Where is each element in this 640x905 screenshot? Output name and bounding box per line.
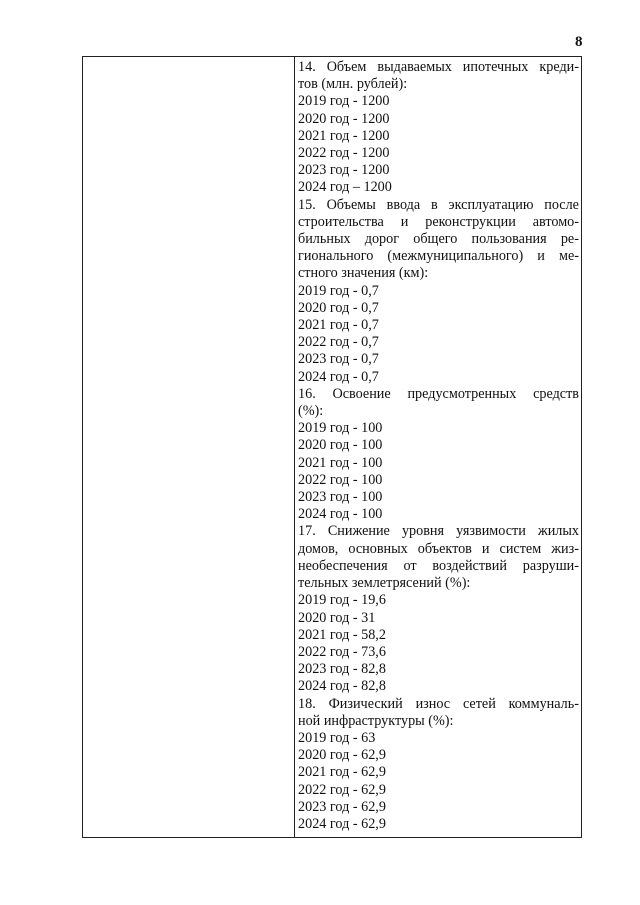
document-table bbox=[82, 56, 582, 838]
year-value-line: 2024 год – 1200 bbox=[298, 179, 392, 196]
heading-word: реконструкции bbox=[425, 213, 516, 230]
heading-word: жиз- bbox=[551, 540, 579, 557]
year-value-line: 2023 год - 1200 bbox=[298, 162, 390, 179]
heading-word: автомо- bbox=[532, 213, 579, 230]
year-value-line: 2022 год - 73,6 bbox=[298, 643, 386, 660]
indicator-heading-line bbox=[298, 541, 579, 558]
heading-word: уязвимости bbox=[456, 523, 526, 540]
indicator-block bbox=[298, 197, 579, 386]
heading-word: в bbox=[431, 196, 438, 213]
indicator-block bbox=[298, 59, 579, 197]
indicator-heading-line bbox=[298, 214, 579, 231]
indicator-heading-line bbox=[298, 523, 579, 540]
year-value-line: 2023 год - 0,7 bbox=[298, 351, 379, 368]
heading-word: после bbox=[544, 196, 579, 213]
year-value-line: 2024 год - 0,7 bbox=[298, 368, 379, 385]
heading-word: предусмотренных bbox=[407, 385, 517, 402]
heading-word: 16. bbox=[298, 385, 316, 402]
heading-word: строительства bbox=[298, 213, 384, 230]
table-left-cell bbox=[83, 57, 295, 837]
heading-word: и bbox=[537, 248, 545, 265]
heading-word: Объем bbox=[326, 59, 367, 75]
table-right-cell bbox=[295, 57, 581, 837]
heading-word: (межмуниципального) bbox=[387, 248, 524, 265]
heading-word: бильных bbox=[298, 231, 351, 248]
indicator-heading-line: стного значения (км): bbox=[298, 265, 429, 282]
heading-word: домов, bbox=[298, 540, 339, 557]
year-value-line: 2019 год - 19,6 bbox=[298, 592, 386, 609]
heading-word: Объемы bbox=[326, 196, 376, 213]
indicator-heading-line bbox=[298, 558, 579, 575]
year-value-line: 2020 год - 100 bbox=[298, 437, 383, 454]
heading-word: и bbox=[481, 540, 490, 557]
year-value-line: 2021 год - 58,2 bbox=[298, 626, 386, 643]
heading-word: 18. bbox=[298, 695, 316, 712]
heading-word: общего bbox=[413, 231, 458, 248]
heading-word: 17. bbox=[298, 523, 316, 540]
heading-word: ре- bbox=[560, 231, 579, 248]
year-value-line: 2024 год - 62,9 bbox=[298, 815, 386, 832]
year-value-line: 2022 год - 62,9 bbox=[298, 781, 386, 798]
heading-word: разруши- bbox=[522, 557, 579, 574]
indicator-heading-line: ной инфраструктуры (%): bbox=[298, 712, 454, 729]
indicator-heading-line bbox=[298, 696, 579, 713]
heading-word: дорог bbox=[364, 231, 400, 248]
heading-word: гионального bbox=[298, 248, 374, 265]
year-value-line: 2022 год - 0,7 bbox=[298, 334, 379, 351]
year-value-line: 2021 год - 62,9 bbox=[298, 764, 386, 781]
indicator-block bbox=[298, 386, 579, 524]
indicator-block bbox=[298, 696, 579, 834]
year-value-line: 2020 год - 1200 bbox=[298, 110, 390, 127]
heading-word: ввода bbox=[386, 196, 421, 213]
year-value-line: 2020 год - 62,9 bbox=[298, 747, 386, 764]
indicator-heading-line: тов (млн. рублей): bbox=[298, 76, 408, 93]
heading-word: креди- bbox=[539, 59, 579, 75]
heading-word: необеспечения bbox=[298, 557, 388, 574]
heading-word: и bbox=[400, 213, 409, 230]
year-value-line: 2021 год - 100 bbox=[298, 454, 383, 471]
year-value-line: 2023 год - 62,9 bbox=[298, 798, 386, 815]
heading-word: от bbox=[403, 557, 417, 574]
year-value-line: 2019 год - 63 bbox=[298, 729, 376, 746]
year-value-line: 2021 год - 0,7 bbox=[298, 317, 379, 334]
indicator-heading-line bbox=[298, 248, 579, 265]
year-value-line: 2023 год - 82,8 bbox=[298, 661, 386, 678]
year-value-line: 2024 год - 82,8 bbox=[298, 678, 386, 695]
indicator-heading-line bbox=[298, 386, 579, 403]
page-number: 8 bbox=[575, 34, 583, 50]
heading-word: 15. bbox=[298, 196, 316, 213]
heading-word: объектов bbox=[417, 540, 472, 557]
heading-word: систем bbox=[499, 540, 542, 557]
year-value-line: 2021 год - 1200 bbox=[298, 127, 390, 144]
indicator-heading-line bbox=[298, 231, 579, 248]
year-value-line: 2019 год - 100 bbox=[298, 420, 383, 437]
year-value-line: 2023 год - 100 bbox=[298, 489, 383, 506]
heading-word: сетей bbox=[462, 695, 496, 712]
heading-word: уровня bbox=[401, 523, 445, 540]
year-value-line: 2022 год - 100 bbox=[298, 471, 383, 488]
year-value-line: 2019 год - 1200 bbox=[298, 93, 390, 110]
year-value-line: 2024 год - 100 bbox=[298, 506, 383, 523]
year-value-line: 2020 год - 0,7 bbox=[298, 299, 379, 316]
heading-word: воздействий bbox=[432, 557, 507, 574]
indicator-heading-line: (%): bbox=[298, 403, 324, 420]
heading-word: выдаваемых bbox=[377, 59, 452, 75]
heading-word: Освоение bbox=[332, 385, 391, 402]
heading-word: 14. bbox=[298, 59, 316, 75]
heading-word: жилых bbox=[537, 523, 579, 540]
indicator-heading-line: тельных землетрясений (%): bbox=[298, 575, 471, 592]
heading-word: Снижение bbox=[327, 523, 390, 540]
heading-word: ипотечных bbox=[462, 59, 529, 75]
indicator-block bbox=[298, 523, 579, 695]
heading-word: пользования bbox=[471, 231, 547, 248]
heading-word: средств bbox=[533, 385, 579, 402]
heading-word: Физический bbox=[328, 695, 403, 712]
year-value-line: 2019 год - 0,7 bbox=[298, 282, 379, 299]
indicator-heading-line bbox=[298, 59, 579, 76]
heading-word: ме- bbox=[558, 248, 579, 265]
heading-word: износ bbox=[415, 695, 451, 712]
year-value-line: 2022 год - 1200 bbox=[298, 145, 390, 162]
heading-word: эксплуатацию bbox=[448, 196, 534, 213]
heading-word: основных bbox=[348, 540, 408, 557]
indicator-heading-line bbox=[298, 197, 579, 214]
year-value-line: 2020 год - 31 bbox=[298, 609, 376, 626]
heading-word: коммуналь- bbox=[508, 695, 579, 712]
